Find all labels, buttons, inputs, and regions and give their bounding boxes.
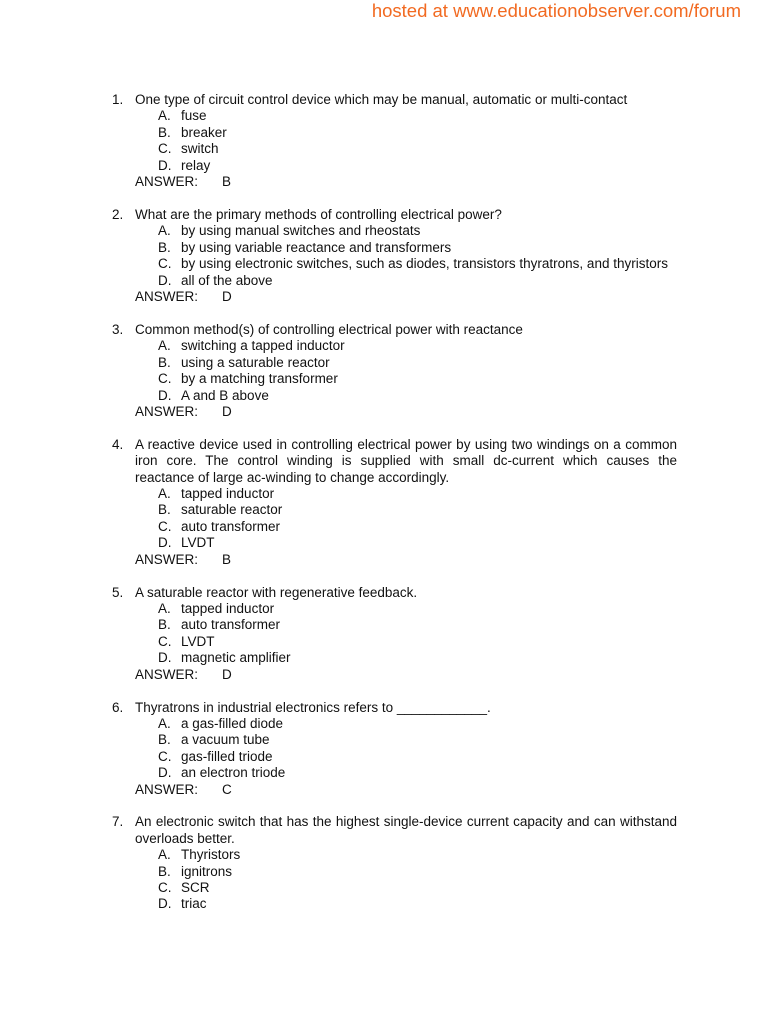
option-text: by using manual switches and rheostats — [181, 223, 421, 239]
option-letter: A. — [158, 715, 171, 731]
option-letter: B. — [158, 239, 171, 255]
option-text: auto transformer — [181, 617, 281, 633]
option-text: triac — [181, 896, 207, 912]
option-letter: D. — [158, 272, 172, 288]
option-text: fuse — [181, 108, 207, 124]
option-letter: D. — [158, 535, 172, 551]
option-letter: B. — [158, 617, 171, 633]
answer-option — [0, 108, 768, 124]
option-letter: A. — [158, 223, 171, 239]
option-letter: D. — [158, 157, 172, 173]
question-number: 5. — [112, 584, 124, 600]
answer-option — [0, 273, 768, 289]
option-letter: A. — [158, 600, 171, 616]
option-text: by using electronic switches, such as diodes, transistors thyratrons, and thyristors — [181, 256, 668, 272]
question-4 — [0, 437, 768, 568]
answer-option — [0, 864, 768, 880]
option-text: by using variable reactance and transformers — [181, 239, 452, 255]
watermark-text: hosted at www.educationobserver.com/forum — [371, 0, 741, 21]
option-text: SCR — [181, 880, 210, 896]
option-letter: C. — [158, 518, 172, 534]
question-text: What are the primary methods of controlling electrical power? — [135, 206, 502, 222]
option-letter: D. — [158, 765, 172, 781]
option-text: tapped inductor — [181, 600, 275, 616]
option-text: A and B above — [181, 387, 269, 403]
answer-option — [0, 634, 768, 650]
option-text: switch — [181, 141, 219, 157]
option-text: Thyristors — [181, 847, 241, 863]
question-text: An electronic switch that has the highest single-device current capacity and can withstand overloads better. — [135, 814, 677, 846]
question-text: Common method(s) of controlling electrical power with reactance — [135, 321, 523, 337]
answer-line — [135, 552, 768, 568]
option-text: an electron triode — [181, 765, 286, 781]
answer-option — [0, 650, 768, 666]
question-text: A reactive device used in controlling electrical power by using two windings on a common iron core. The control winding is supplied with small dc-current which causes the reactance of large ac-winding to change accordingly. — [135, 436, 677, 485]
answer-option — [0, 158, 768, 174]
answer-option — [0, 240, 768, 256]
question-number: 4. — [112, 436, 124, 452]
answer-option — [0, 256, 768, 272]
answer-option — [0, 716, 768, 732]
option-letter: C. — [158, 748, 172, 764]
answer-label: ANSWER: — [135, 403, 199, 419]
answer-option — [0, 486, 768, 502]
question-6 — [0, 700, 768, 798]
option-text: all of the above — [181, 272, 273, 288]
answer-option — [0, 338, 768, 354]
option-letter: D. — [158, 650, 172, 666]
option-letter: B. — [158, 863, 171, 879]
answer-option — [0, 223, 768, 239]
answer-option — [0, 502, 768, 518]
option-letter: C. — [158, 141, 172, 157]
answer-option — [0, 141, 768, 157]
answer-option — [0, 388, 768, 404]
option-letter: A. — [158, 847, 171, 863]
answer-value: D — [222, 403, 232, 419]
answer-value: B — [222, 551, 232, 567]
option-text: breaker — [181, 124, 227, 140]
answer-option — [0, 519, 768, 535]
answer-label: ANSWER: — [135, 666, 199, 682]
answer-value: C — [222, 781, 232, 797]
option-letter: D. — [158, 387, 172, 403]
option-letter: A. — [158, 338, 171, 354]
option-letter: D. — [158, 896, 172, 912]
option-text: by a matching transformer — [181, 371, 338, 387]
answer-line — [135, 667, 768, 683]
option-letter: C. — [158, 256, 172, 272]
answer-option — [0, 847, 768, 863]
option-letter: B. — [158, 732, 171, 748]
question-number: 6. — [112, 699, 124, 715]
question-text: One type of circuit control device which may be manual, automatic or multi-contact — [135, 92, 628, 107]
option-letter: C. — [158, 633, 172, 649]
answer-label: ANSWER: — [135, 781, 199, 797]
option-letter: B. — [158, 354, 171, 370]
question-1 — [0, 92, 768, 190]
option-text: tapped inductor — [181, 486, 275, 502]
question-3 — [0, 322, 768, 420]
question-text: A saturable reactor with regenerative feedback. — [135, 584, 418, 600]
option-letter: A. — [158, 108, 171, 124]
answer-label: ANSWER: — [135, 288, 199, 304]
option-text: magnetic amplifier — [181, 650, 291, 666]
question-text: Thyratrons in industrial electronics refers to ____________. — [135, 699, 491, 715]
option-text: a gas-filled diode — [181, 715, 284, 731]
option-text: auto transformer — [181, 518, 281, 534]
answer-option — [0, 765, 768, 781]
answer-line — [135, 782, 768, 798]
question-number: 7. — [112, 814, 124, 830]
answer-option — [0, 749, 768, 765]
answer-value: D — [222, 666, 232, 682]
question-5 — [0, 585, 768, 683]
answer-option — [0, 732, 768, 748]
option-letter: B. — [158, 502, 171, 518]
answer-line — [135, 404, 768, 420]
answer-label: ANSWER: — [135, 174, 199, 190]
question-number: 3. — [112, 321, 124, 337]
option-text: saturable reactor — [181, 502, 283, 518]
option-text: using a saturable reactor — [181, 354, 330, 370]
answer-option — [0, 125, 768, 141]
question-7 — [0, 814, 768, 912]
option-letter: B. — [158, 124, 171, 140]
option-letter: C. — [158, 880, 172, 896]
option-letter: A. — [158, 486, 171, 502]
answer-option — [0, 896, 768, 912]
question-2 — [0, 207, 768, 305]
option-text: ignitrons — [181, 863, 233, 879]
answer-option — [0, 617, 768, 633]
answer-option — [0, 601, 768, 617]
option-text: a vacuum tube — [181, 732, 270, 748]
option-text: relay — [181, 157, 211, 173]
answer-option — [0, 535, 768, 551]
option-text: LVDT — [181, 535, 215, 551]
option-letter: C. — [158, 371, 172, 387]
question-number: 2. — [112, 206, 124, 222]
answer-value: B — [222, 174, 232, 190]
option-text: switching a tapped inductor — [181, 338, 345, 354]
option-text: LVDT — [181, 633, 215, 649]
question-number: 1. — [112, 92, 124, 107]
answer-value: D — [222, 288, 232, 304]
question-list — [0, 92, 768, 929]
answer-label: ANSWER: — [135, 551, 199, 567]
answer-option — [0, 371, 768, 387]
answer-line — [135, 174, 768, 190]
answer-line — [135, 289, 768, 305]
answer-option — [0, 355, 768, 371]
answer-option — [0, 880, 768, 896]
option-text: gas-filled triode — [181, 748, 273, 764]
